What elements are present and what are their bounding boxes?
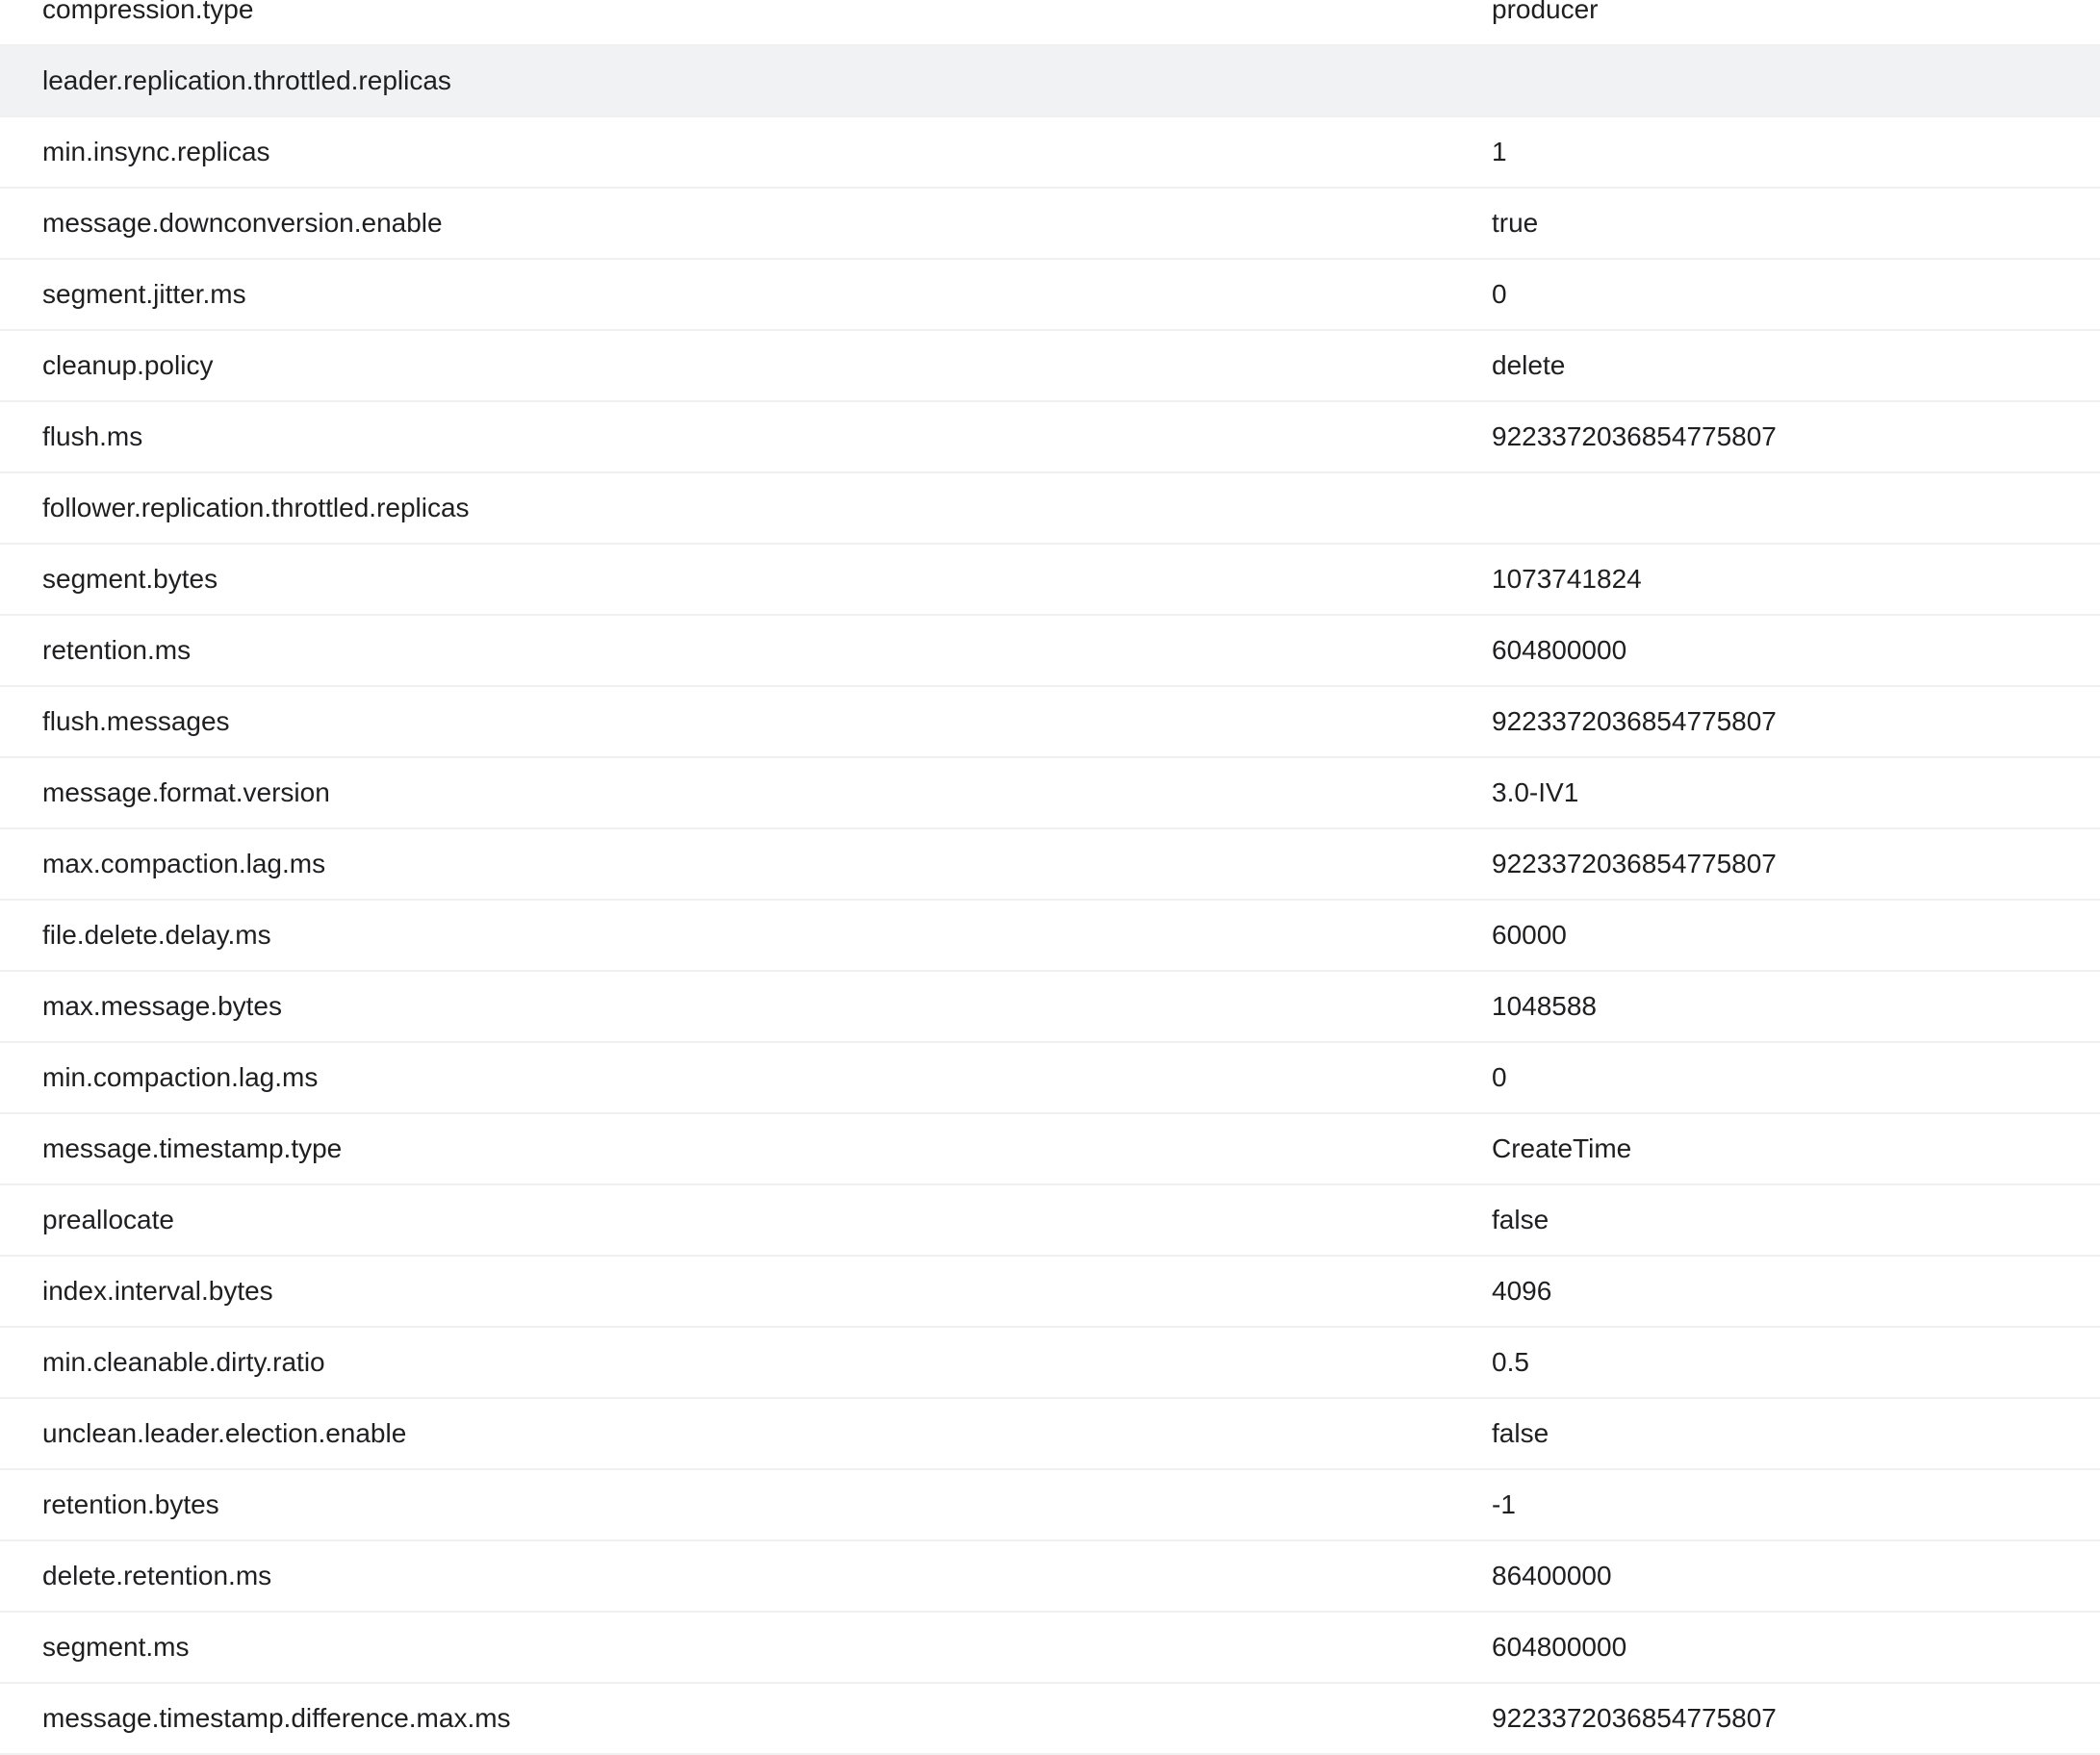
table-row[interactable] [0, 1684, 2100, 1755]
config-value: delete [1492, 350, 1566, 380]
config-key: max.message.bytes [42, 991, 282, 1021]
table-row[interactable] [0, 545, 2100, 616]
config-value: 0 [1492, 279, 1507, 309]
table-row[interactable] [0, 758, 2100, 829]
table-row[interactable] [0, 1185, 2100, 1257]
config-key: message.downconversion.enable [42, 208, 443, 238]
config-value: 4096 [1492, 1276, 1552, 1306]
table-row[interactable] [0, 687, 2100, 758]
config-key: min.cleanable.dirty.ratio [42, 1347, 325, 1377]
config-value: 9223372036854775807 [1492, 849, 1777, 878]
config-value: 1073741824 [1492, 564, 1642, 594]
table-row[interactable] [0, 1541, 2100, 1613]
config-key: compression.type [42, 0, 254, 24]
table-row[interactable] [0, 901, 2100, 972]
table-row[interactable] [0, 1114, 2100, 1185]
table-row[interactable] [0, 189, 2100, 260]
config-key: leader.replication.throttled.replicas [42, 65, 451, 95]
config-value: -1 [1492, 1489, 1516, 1519]
config-value: 0 [1492, 1062, 1507, 1092]
config-value: 604800000 [1492, 1632, 1627, 1662]
config-key: retention.bytes [42, 1489, 219, 1519]
table-row[interactable] [0, 1470, 2100, 1541]
table-row[interactable] [0, 1257, 2100, 1328]
table-row[interactable] [0, 1043, 2100, 1114]
table-row[interactable] [0, 260, 2100, 331]
config-value: 604800000 [1492, 635, 1627, 665]
table-row[interactable] [0, 1613, 2100, 1684]
config-value: 9223372036854775807 [1492, 706, 1777, 736]
config-value: 9223372036854775807 [1492, 421, 1777, 451]
config-key: segment.ms [42, 1632, 190, 1662]
table-row[interactable] [0, 972, 2100, 1043]
config-key: message.timestamp.difference.max.ms [42, 1703, 511, 1733]
config-key: message.timestamp.type [42, 1133, 343, 1163]
config-key: preallocate [42, 1205, 174, 1234]
config-key: index.interval.bytes [42, 1276, 273, 1306]
config-value: CreateTime [1492, 1133, 1632, 1163]
table-row[interactable] [0, 473, 2100, 545]
config-key: min.insync.replicas [42, 137, 270, 166]
config-key: delete.retention.ms [42, 1561, 272, 1590]
config-key: retention.ms [42, 635, 192, 665]
config-key: file.delete.delay.ms [42, 920, 271, 950]
config-key: message.format.version [42, 777, 330, 807]
config-value: true [1492, 208, 1539, 238]
table-row[interactable] [0, 331, 2100, 402]
config-key: cleanup.policy [42, 350, 214, 380]
config-key: flush.messages [42, 706, 230, 736]
config-key: segment.jitter.ms [42, 279, 246, 309]
config-value: 60000 [1492, 920, 1567, 950]
table-row[interactable] [0, 829, 2100, 901]
config-value: 1048588 [1492, 991, 1598, 1021]
config-key: max.compaction.lag.ms [42, 849, 326, 878]
config-value: 1 [1492, 137, 1507, 166]
table-row[interactable] [0, 46, 2100, 117]
config-key: unclean.leader.election.enable [42, 1418, 407, 1448]
config-key: min.compaction.lag.ms [42, 1062, 319, 1092]
config-value: false [1492, 1418, 1549, 1448]
config-key: flush.ms [42, 421, 143, 451]
table-row[interactable] [0, 1399, 2100, 1470]
config-value: false [1492, 1205, 1549, 1234]
config-value: 9223372036854775807 [1492, 1703, 1777, 1733]
table-row[interactable] [0, 1328, 2100, 1399]
table-row[interactable] [0, 0, 2100, 46]
config-key: follower.replication.throttled.replicas [42, 493, 470, 522]
table-row[interactable] [0, 402, 2100, 473]
table-row[interactable] [0, 117, 2100, 189]
config-value: 3.0-IV1 [1492, 777, 1579, 807]
table-row[interactable] [0, 616, 2100, 687]
config-value: 0.5 [1492, 1347, 1529, 1377]
config-value: 86400000 [1492, 1561, 1612, 1590]
config-value: producer [1492, 0, 1599, 24]
config-key: segment.bytes [42, 564, 218, 594]
